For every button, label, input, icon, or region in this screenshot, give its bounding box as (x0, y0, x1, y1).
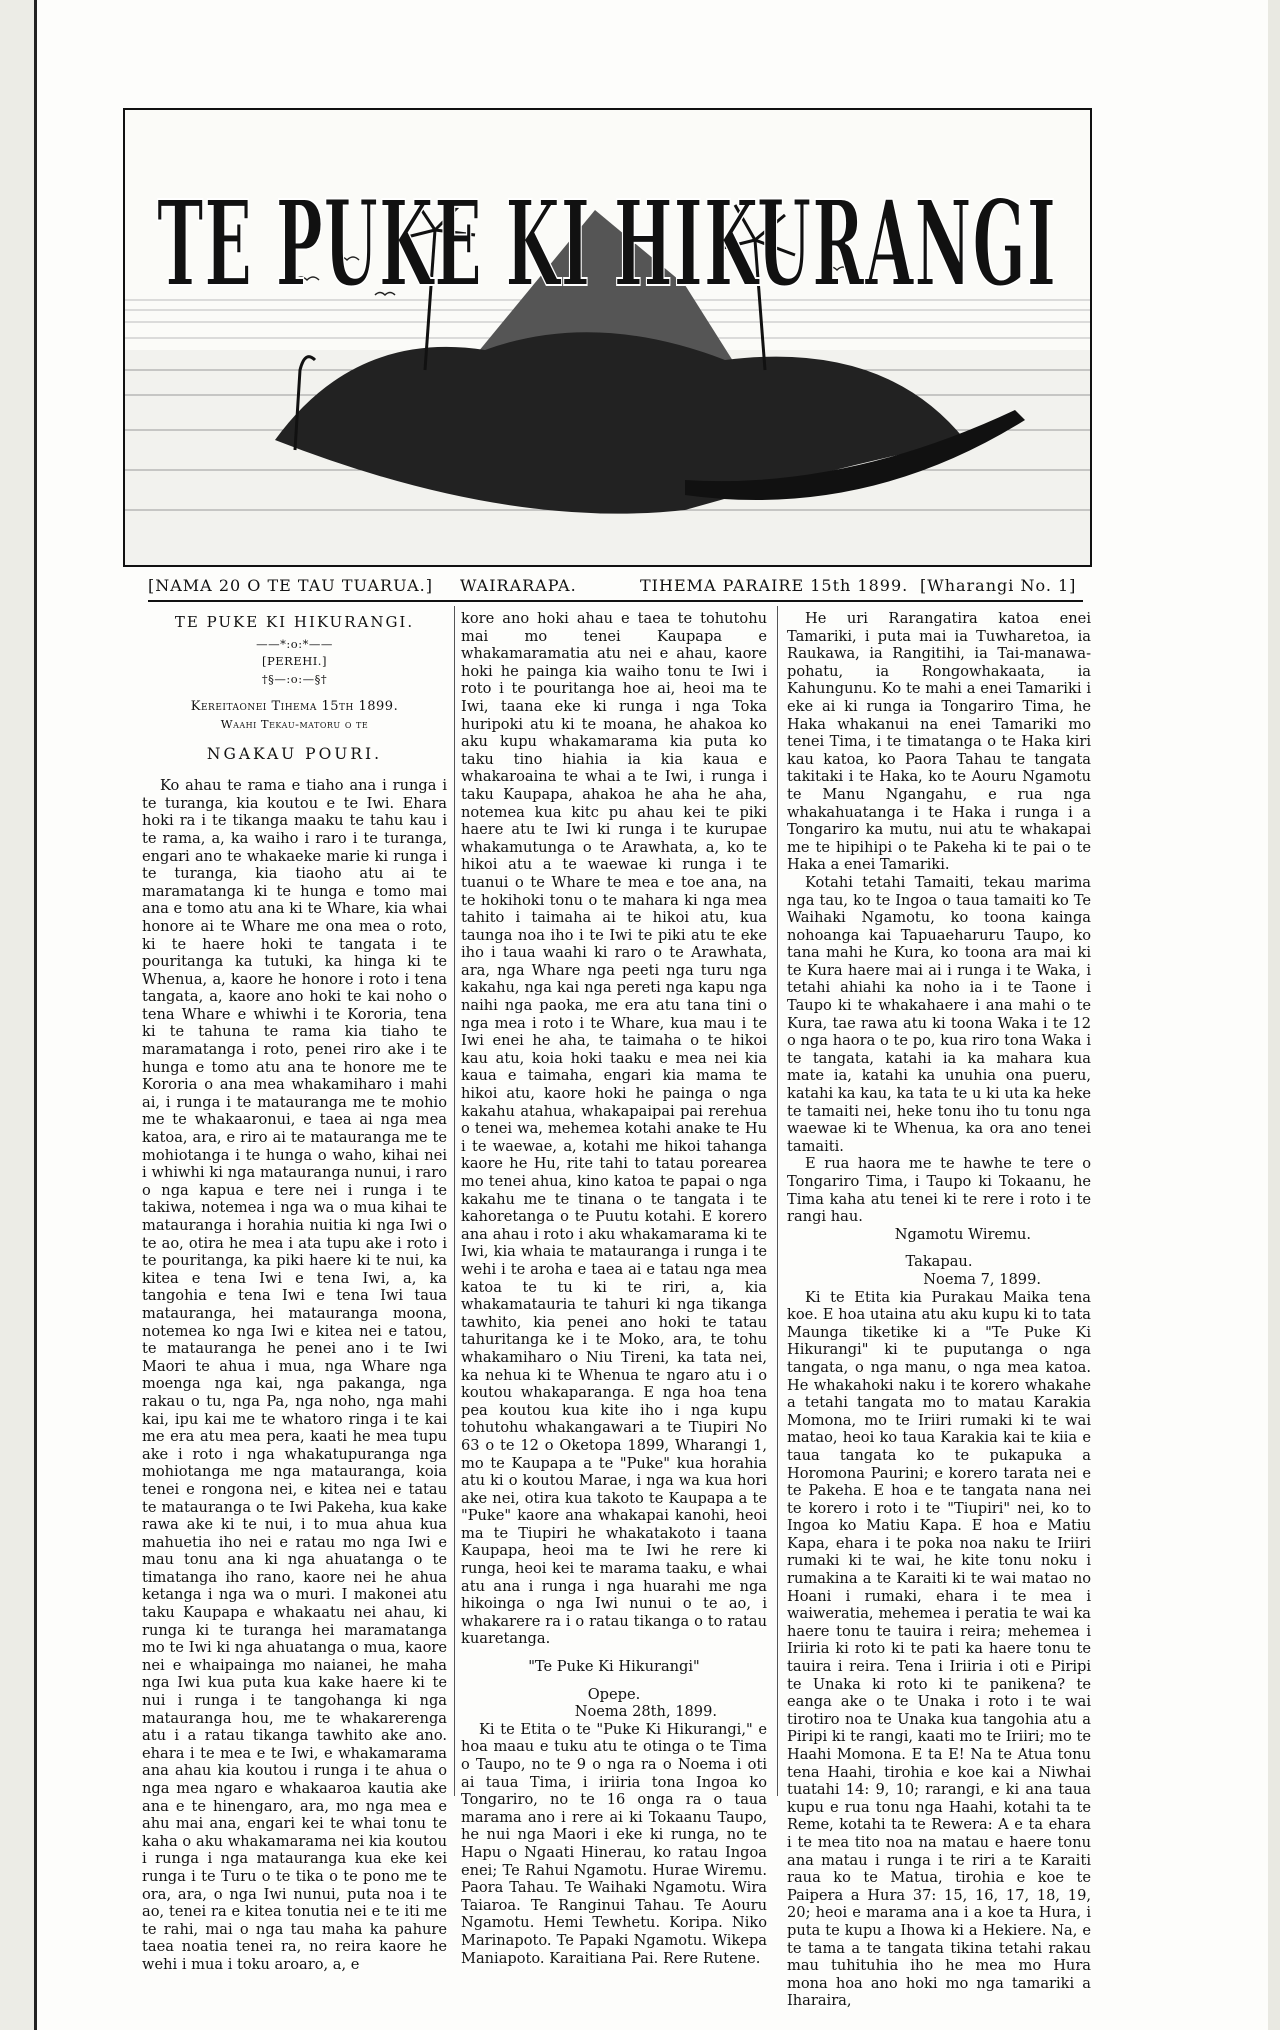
masthead (123, 108, 1092, 567)
page-right-edge (1268, 0, 1280, 2030)
letter-place: Takapau. (905, 1253, 973, 1271)
article-body: E rua haora me te hawhe te tere o Tongariro Tima, i Taupo ki Tokaanu, he Tima kaha atu tenei ki te rere i roto i te rangi hau. (787, 1155, 1091, 1226)
ornament: ——*:o:*—— (256, 636, 333, 651)
letter-date: Noema 28th, 1899. (574, 1703, 717, 1721)
article-body: He uri Rarangatira katoa enei Tamariki, i puta mai ia Tuwharetoa, ia Raukawa, ia Rangitihi, ia Tai-manawa-pohatu, ia Rongowhakaata, ia Kahungunu. Ko te mahi a enei Tamariki i eke ai ki runga ia Tongariro Tima, he Haka whakanui na enei Tamariki mo tenei Tima, i te timatanga o te Haka kiri kau katoa, ko Paora Tahau te tangata takitaki i te Haka, ko te Aouru Ngamotu te Manu Ngangahu, e rua nga whakahuatanga i te Haka i runga i a Tongariro ka mutu, nui atu te whakapai me te hipihipi o te Pakeha ki te pai o te Haka a enei Tamariki. (787, 610, 1091, 874)
article-body: Kotahi tetahi Tamaiti, tekau marima nga tau, ko te Ingoa o taua tamaiti ko Te Waihaki Ngamotu, ko toona kainga nohoanga kai Tapuaeharuru Taupo, ko tana mahi he Kura, ko toona ara mai ki te Kura haere mai ai i runga i te Waka, i tetahi ahiahi ka noho ia i te Taone i Taupo ki te whakahaere i ana mahi o te Kura, tae rawa atu ki toona Waka i te 12 o nga haora o te po, kua riro tona Waka i te tangata, katahi ia ka mahara kua mate ia, katahi ka unuhia ona pueru, katahi ka kau, ka tata te u ki uta ka heke te tamaiti nei, heke tonu iho tu tonu nga waewae ki te Whenua, ka ora ano tenei tamaiti. (787, 873, 1091, 1155)
date-line: Kereitaonei Tihema 15th 1899. (190, 699, 399, 715)
paper-title: TE PUKE KI HIKURANGI. (174, 613, 415, 631)
column-rule (454, 606, 455, 1796)
perehi-label: [PEREHI.] (262, 654, 327, 669)
article-body: Ko ahau te rama e tiaho ana i runga i te turanga, kia koutou e te Iwi. Ehara hoki ra i te tikanga maaku te tahu kau i te rama, a, ka waiho i raro i te turanga, engari ano te whakaeke marie ki runga i te turanga, kia tiaoho atu ai te maramatanga ki te hunga e tomo mai ana e tomo atu ana ki te Whare, kia whai honore ai te Whare me ona mea o roto, ki te haere hoki te tangata i te pouritanga ka tutuki, ka hinga ki te Whenua, a, kaore he honore i roto i tena tangata, a, kaore ano hoki te kai noho o tena Whare e whiwhi i te Kororia, tena ki te tahuna te rama kia tiaho te maramatanga i roto, penei riro ake i te hunga e tomo atu ana te honore me te Kororia o ana mea whakamiharo i mahi ai, i runga i te matauranga me te mohio me te whakaaronui, e taea ai nga mea katoa, ara, e riro ai te matauranga me te mohiotanga i te hunga o waho, kihai nei i whiwhi ki nga matauranga nunui, i raro o nga kapua e tere nei i runga i te takiwa, notemea i nga wa o mua kihai te matauranga i horahia nuitia ki nga Iwi o te ao, otira he mea i ata tupu ake i roto i te pouritanga, ka piki haere ki te nui, ka kitea e tena Iwi e tena Iwi, a, ka tangohia e tena Iwi e tena Iwi taua matauranga, hei matauranga moona, notemea ko nga Iwi e kitea nei e tatou, te matauranga he penei ano i te Iwi Maori te ahua i mua, nga Whare nga moenga nga kai, nga pakanga, nga rakau o tu, nga Pa, nga noho, nga mahi kai, ipu kai me te whatoro ringa i te kai me era atu mea pera, kaati he mea tupu ake i roto i nga whakatupuranga nga mohiotanga me nga matauranga, koia tenei e rongona nei, e kitea nei e tatau te matauranga o te Iwi Pakeha, kua kake rawa ake ki te nui, i to mua ahua kua mahuetia iho nei e ratau mo nga Iwi e mau tonu ana ki nga ahuatanga o te timatanga iho rano, kaore nei he ahua ketanga i nga wa o muri. I makonei atu taku Kaupapa e whakaatu nei ahau, ki runga ki te turanga hei maramatanga mo te Iwi ki nga ahuatanga o mua, kaore nei e whaipainga mo naianei, he maha nga Iwi kua puta kua kake haere ki te nui i runga i te tangohanga ki nga matauranga hou, me te whakarerenga atu i a ratau tikanga tawhito ake ano. ehara i te mea e te Iwi, e whakamarama ana ahau kia koutou i runga i te ahua o nga mea ngaro e whakaaroa kautia ake ana e te hinengaro, ara, mo nga mea e ahu mai ana, engari kei te whai tonu te kaha o aku whakamarama nei kia koutou i runga i nga matauranga kua eke kei runga i te Turu o te tika o te pono me te ora, ara, o nga Iwi nunui, puta noa i te ao, tenei ra e kitea tonutia nei e te iti me te rahi, mai o nga tau maha ka pahure taea noatia tenei ra, no reira kaore he wehi i mua i toku aroaro, a, e (142, 777, 447, 1973)
letter-body: Ki te Etita kia Purakau Maika tena koe. E hoa utaina atu aku kupu ki to tata Maunga tiketike ki a "Te Puke Ki Hikurangi" ki te puputanga o nga tangata, o nga manu, o nga mea katoa. He whakahoki naku i te korero whakahe a tetahi tangata mo to matau Karakia Momona, mo te Iriiri rumaki ki te wai matao, heoi ko taua Karakia kai te kiia e taua tangata ko te pukapuka a Horomona Paurini; e korero tarata nei e te Pakeha. E hoa e te tangata nana nei te korero i roto i te "Tiupiri" nei, ko to Ingoa ko Matiu Kapa. E hoa e Matiu Kapa, ehara i te poka noa naku te Iriiri rumaki ki te wai, he kite tonu noku i rumakina a te Karaiti ki te wai matao no Hoani i rumaki, ehara i te mea i waiweratia, mehemea i peratia te wai ka haere tonu te tauira i reira; mehemea i Iriiria ki roto ki te pati ka haere tonu te tauira i reira. Tena i Iriiria i oti e Piripi te Unaka ki roto ki te panikena? te eanga ake o te Unaka i roto i te wai tirotiro noa te Unaka kua tangohia atu a Piripi ki te rangi, kaati mo te Iriiri; mo te Haahi Momona. E ta E! Na te Atua tonu tena Haahi, tirohia e koe kai a Niwhai tuatahi 14: 9, 10; rarangi, e ki ana taua kupu e rua tonu nga Haahi, kotahi ta te Reme, kotahi ta te Rewera: A e ta ehara i te mea tito noa na matau e haere tonu ana matau i runga i te riri a te Karaiti raua ko te Matua, tirohia e koe te Paipera a Hura 37: 15, 16, 17, 18, 19, 20; heoi e marama ana i a koe ta Hura, i puta te kupu a Ihowa ki a Hekiere. Na, e te tama a te tangata tikina tetahi rakau mau tuhituhia iho he mea mo Hura mona hoa ano hoki mo nga tamariki a Iharaira, (787, 1288, 1091, 2010)
letter-date: Noema 7, 1899. (923, 1270, 1041, 1288)
column-3 (787, 610, 1091, 2010)
letter-body: Ki te Etita o te "Puke Ki Hikurangi," e hoa maau e tuku atu te otinga o te Tima o Taupo, no te 9 o nga ra o Noema i oti ai taua Tima, i iriiria tona Ingoa ko Tongariro, no te 16 onga ra o taua marama ano i rere ai ki Tokaanu Taupo, he nui nga Maori i eke ki runga, no te Hapu o Ngaati Hinerau, ko ratau Ingoa enei; Te Rahui Ngamotu. Hurae Wiremu. Paora Tahau. Te Waihaki Ngamotu. Wira Taiaroa. Te Ranginui Tahau. Te Aouru Ngamotu. Hemi Tewhetu. Koripa. Niko Marinapoto. Te Papaki Ngamotu. Wikepa Maniapoto. Karaitiana Pai. Rere Rutene. (461, 1720, 767, 1967)
time-line: Waahi Tekau-matoru o te (220, 716, 369, 731)
masthead-title: TE PUKE KI HIKURANGI (157, 174, 1057, 313)
quote-title: "Te Puke Ki Hikurangi" (528, 1658, 700, 1676)
column-2 (461, 610, 767, 1967)
dateline (148, 574, 1083, 602)
letter-place: Opepe. (587, 1685, 641, 1703)
article-body: kore ano hoki ahau e taea te tohutohu mai mo tenei Kaupapa e whakamaramatia atu nei e ahau, kaore hoki he painga kia waiho tonu te Iwi i roto i te pouritanga hoe ai, heoi ma te Iwi, taana eke ki runga i nga Toka huripoki atu ki te moana, he ahakoa ko aku kupu whakamarama kia puta ko taku tino hiahia ia kia kaua e whakaroaina te whai a te Iwi, i runga i taku Kaupapa, ahakoa he aha he aha, notemea kua kitc pu ahau kei te piki haere atu te Iwi ki runga i te kurupae whakamutunga o te Arawhata, a, ko te hikoi atu a te waewae ki runga i te tuanui o te Whare te mea e toe ana, na te hokihoki tonu o te mahara ki nga mea tahito i taimaha ai te hikoi atu, kua taunga noa iho i te Iwi te piki atu te eke iho i taua waahi ki raro o te Arawhata, ara, nga Whare nga peeti nga turu nga kakahu, nga kai nga pereti nga kapu nga naihi nga paoka, me era atu tana tini o nga mea i roto i te Whare, kua mau i te Iwi enei he aha, te taimaha o te hikoi kau atu, koia hoki taaku e mea nei kia kaua e taimaha, engari kia mama te hikoi atu, kaore hoki he painga o nga kakahu atahua, whakapaipai pai rerehua o tenei wa, mehemea kotahi anake te Hu i te waewae, a, kotahi me hikoi tahanga kaore he Hu, rite tahi to tatau porearea mo tenei ahua, kino katoa te papai o nga kakahu me te tinana o te tangata i te kahoretanga o te Puutu kotahi. E korero ana ahau i roto i aku whakamarama ki te Iwi, kia whaia te matauranga i runga i te wehi i te aroha e taea ai e tatau nga mea katoa te tu ki te riri, a, kia whakamatauria te tahuri ki nga tikanga tawhito, kia penei ano hoki te tatau tahuritanga ke i te Moko, ara, te tohu whakamiharo o Niu Tireni, ka tata nei, ka nehua ki te Whenua te ngaro atu i o koutou whakaparanga. E nga hoa tena pea koutou kua kite iho i nga kupu tohutohu whakangawari a te Tiupiri No 63 o te 12 o Oketopa 1899, Wharangi 1, mo te Kaupapa a te "Puke" kua horahia atu ki o koutou Marae, i nga wa kua hori ake nei, otira kua takoto te Kaupapa a te "Puke" kaore ana whakapai kanohi, heoi ma te Tiupiri he whakatakoto i taana Kaupapa, heoi ma te Iwi he rere ki runga, heoi kei te marama taaku, e whai atu ana i runga i nga huarahi me nga hikoinga o nga Iwi nunui o te ao, i whakarere ra i o ratau tikanga o to ratau kuaretanga. (461, 610, 767, 1648)
page-number: [Wharangi No. 1] (920, 576, 1077, 595)
masthead-illustration (125, 110, 1090, 565)
place-name: WAIRARAPA. (460, 576, 577, 595)
column-1 (142, 610, 447, 1974)
ornament: †§—:o:—§† (261, 671, 328, 686)
page-binding-edge (0, 0, 37, 2030)
signature: Ngamotu Wiremu. (894, 1225, 1031, 1243)
article-heading: NGAKAU POURI. (206, 744, 383, 763)
issue-number: [NAMA 20 O TE TAU TUARUA.] (148, 576, 433, 595)
issue-date: TIHEMA PARAIRE 15th 1899. (640, 576, 909, 595)
column-rule (777, 606, 778, 1796)
